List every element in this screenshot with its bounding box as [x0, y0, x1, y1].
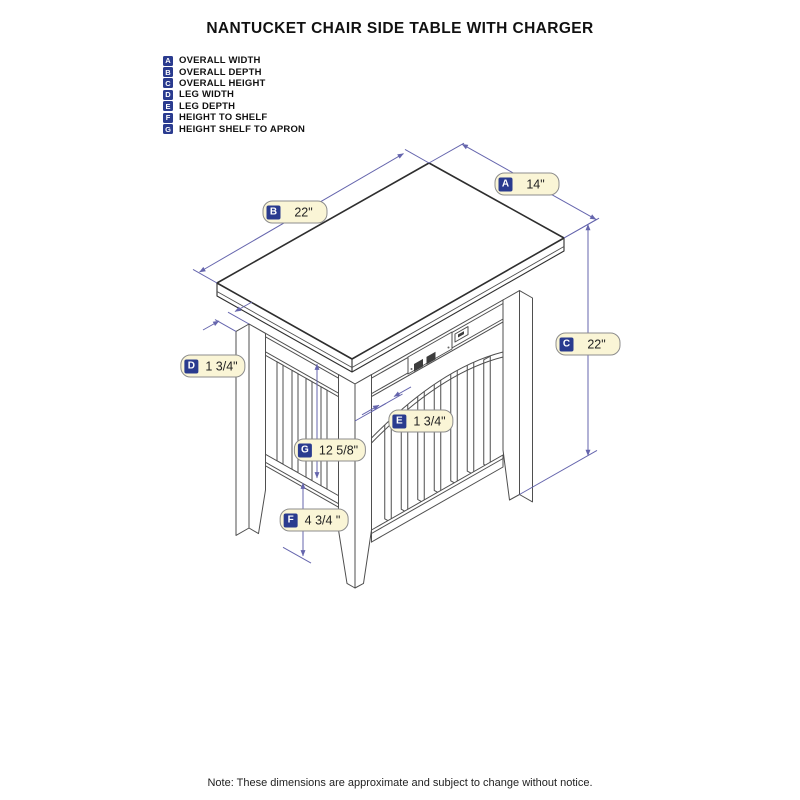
- callout-shelf-to-apron: [294, 439, 366, 462]
- legend-label: LEG DEPTH: [179, 100, 236, 112]
- callout-value: 1 3/4": [205, 359, 238, 373]
- legend-badge-f: F: [163, 113, 173, 123]
- legend-label: OVERALL WIDTH: [179, 55, 261, 67]
- callout-badge-e: E: [392, 414, 406, 428]
- callout-value: 1 3/4": [413, 414, 446, 428]
- disclaimer-note: Note: These dimensions are approximate and subject to change without notice.: [207, 777, 593, 789]
- callout-overall-depth: [263, 201, 328, 224]
- callout-overall-width: [495, 173, 560, 196]
- legend-badge-a: A: [163, 56, 173, 66]
- front-leg: [339, 375, 372, 588]
- callout-value: 12 5/8": [318, 443, 359, 457]
- legend-badge-b: B: [163, 67, 173, 77]
- legend-label: LEG WIDTH: [179, 89, 235, 101]
- callout-badge-g: G: [298, 443, 312, 457]
- callout-value: 14": [526, 177, 545, 191]
- right-leg: [503, 291, 533, 502]
- callout-leg-width: [180, 355, 245, 378]
- legend-badge-e: E: [163, 101, 173, 111]
- legend-badge-c: C: [163, 78, 173, 88]
- callout-badge-f: F: [284, 513, 298, 527]
- legend-badge-g: G: [163, 124, 173, 134]
- callout-value: 4 3/4 ": [304, 513, 341, 527]
- callout-leg-depth: [388, 410, 453, 433]
- legend-badge-d: D: [163, 90, 173, 100]
- callout-height-to-shelf: [280, 509, 349, 532]
- callout-value: 22": [587, 337, 606, 351]
- callout-overall-height: [556, 333, 621, 356]
- callout-value: 22": [294, 205, 313, 219]
- callout-badge-c: C: [560, 337, 574, 351]
- callout-badge-b: B: [267, 205, 281, 219]
- callout-badge-d: D: [184, 359, 198, 373]
- page-title: NANTUCKET CHAIR SIDE TABLE WITH CHARGER: [206, 20, 594, 37]
- legend-label: HEIGHT TO SHELF: [179, 112, 268, 124]
- callout-badge-a: A: [499, 177, 513, 191]
- legend-label: OVERALL HEIGHT: [179, 77, 266, 89]
- legend-label: OVERALL DEPTH: [179, 66, 262, 78]
- legend-label: HEIGHT SHELF TO APRON: [179, 123, 306, 135]
